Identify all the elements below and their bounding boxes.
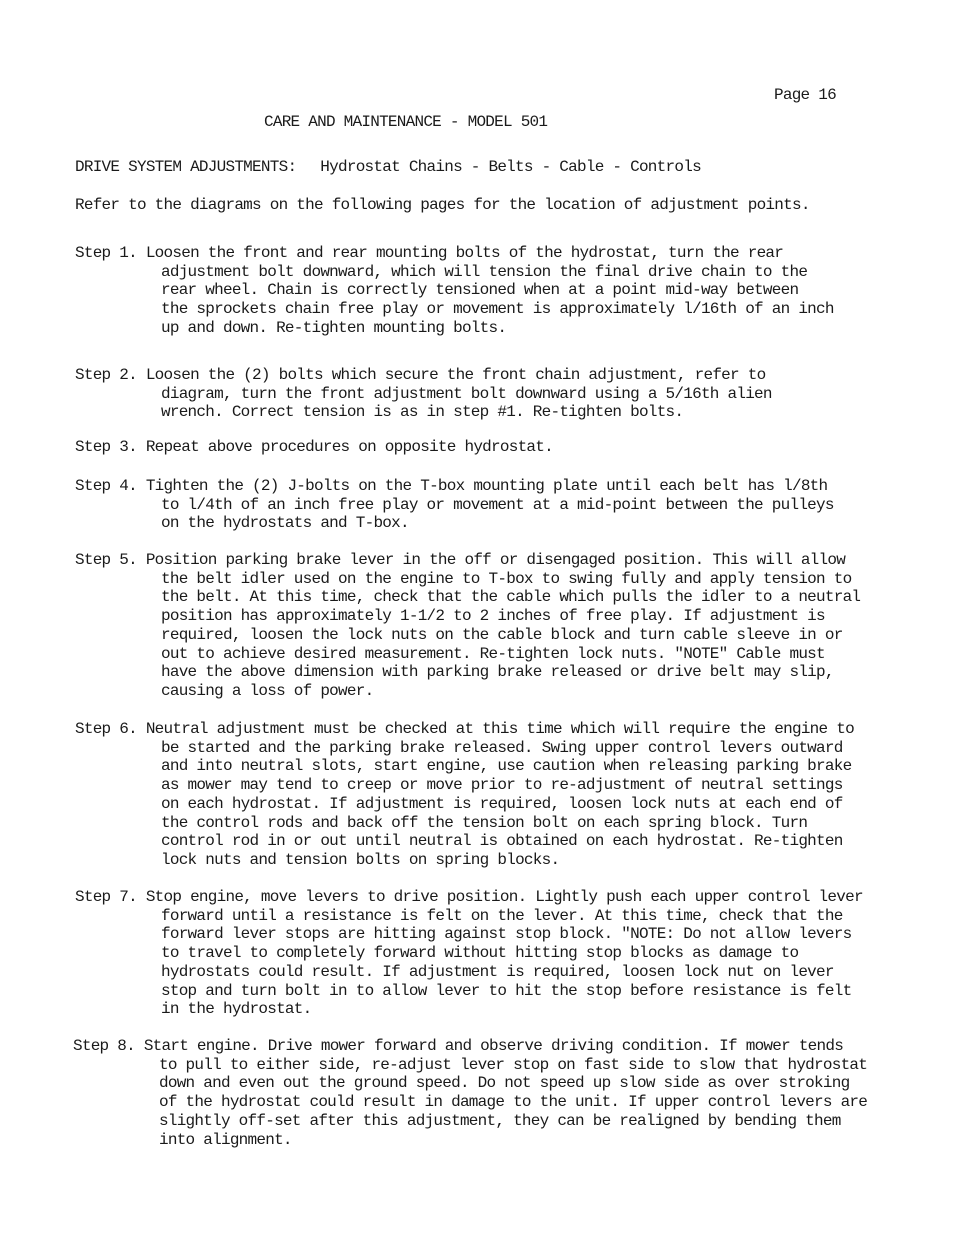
step-line: adjustment bolt downward, which will tension the final drive chain to the xyxy=(161,262,808,281)
step-line: and into neutral slots, start engine, use caution when releasing parking brake xyxy=(161,757,852,776)
step-line: on each hydrostat. If adjustment is required, loosen lock nuts at each end of xyxy=(161,794,843,813)
step-line: the control rods and back off the tension bolt on each spring block. Turn xyxy=(161,813,808,832)
step-line: control rod in or out until neutral is obtained on each hydrostat. Re-tighten xyxy=(161,832,843,851)
step-line: wrench. Correct tension is as in step #1. Re-tighten bolts. xyxy=(161,403,684,422)
step-line: diagram, turn the front adjustment bolt downward using a 5/16th alien xyxy=(161,384,772,403)
step-8 xyxy=(73,1037,933,1149)
step-line: the belt idler used on the engine to T-box to swing fully and apply tension to xyxy=(161,569,852,588)
step-line: slightly off-set after this adjustment, they can be realigned by bending them xyxy=(159,1111,841,1130)
step-3 xyxy=(75,438,935,457)
step-2 xyxy=(75,366,935,422)
step-line: the belt. At this time, check that the cable which pulls the idler to a neutral xyxy=(161,588,861,607)
step-7 xyxy=(75,888,935,1019)
step-line: of the hydrostat could result in damage to the unit. If upper control levers are xyxy=(159,1093,868,1112)
step-line: Step 1. Loosen the front and rear mounting bolts of the hydrostat, turn the rear xyxy=(75,244,784,262)
section-topics: Hydrostat Chains - Belts - Cable - Controls xyxy=(320,158,701,176)
step-line: rear wheel. Chain is correctly tensioned when at a point mid-way between xyxy=(161,281,799,300)
step-6 xyxy=(75,720,935,870)
step-line: Step 6. Neutral adjustment must be checked at this time which will require the engine to xyxy=(75,720,854,738)
step-line: stop and turn bolt in to allow lever to hit the stop before resistance is felt xyxy=(161,981,852,1000)
step-line: on the hydrostats and T-box. xyxy=(161,514,409,533)
section-heading-label: DRIVE SYSTEM ADJUSTMENTS: xyxy=(75,158,297,176)
intro-paragraph: Refer to the diagrams on the following pages for the location of adjustment points. xyxy=(75,196,810,214)
page-number: Page 16 xyxy=(774,86,836,104)
step-5 xyxy=(75,551,935,701)
step-line: Step 4. Tighten the (2) J-bolts on the T-box mounting plate until each belt has l/8th xyxy=(75,477,828,495)
step-line: as mower may tend to creep or move prior to re-adjustment of neutral settings xyxy=(161,776,843,795)
step-line: to travel to completely forward without hitting stop blocks as damage to xyxy=(161,944,799,963)
step-line: Step 7. Stop engine, move levers to drive position. Lightly push each upper control lever xyxy=(75,888,863,906)
section-heading xyxy=(75,158,701,176)
step-line: have the above dimension with parking brake released or drive belt may slip, xyxy=(161,663,834,682)
step-line: to l/4th of an inch free play or movement at a mid-point between the pulleys xyxy=(161,495,834,514)
step-line: into alignment. xyxy=(159,1130,292,1149)
step-line: hydrostats could result. If adjustment is required, loosen lock nut on lever xyxy=(161,962,834,981)
step-line: lock nuts and tension bolts on spring blocks. xyxy=(161,850,560,869)
step-line: to pull to either side, re-adjust lever stop on fast side to slow that hydrostat xyxy=(159,1055,868,1074)
step-line: forward until a resistance is felt on the lever. At this time, check that the xyxy=(161,906,843,925)
step-line: Step 2. Loosen the (2) bolts which secure the front chain adjustment, refer to xyxy=(75,366,766,384)
step-line: causing a loss of power. xyxy=(161,681,374,700)
step-line: Step 3. Repeat above procedures on opposite hydrostat. xyxy=(75,438,553,456)
step-line: out to achieve desired measurement. Re-tighten lock nuts. "NOTE" Cable must xyxy=(161,644,825,663)
step-4 xyxy=(75,477,935,533)
step-line: be started and the parking brake released. Swing upper control levers outward xyxy=(161,738,843,757)
step-line: the sprockets chain free play or movement is approximately l/16th of an inch xyxy=(161,300,834,319)
step-line: down and even out the ground speed. Do not speed up slow side as over stroking xyxy=(159,1074,850,1093)
step-line: Step 8. Start engine. Drive mower forward and observe driving condition. If mower tends xyxy=(73,1037,844,1055)
step-1 xyxy=(75,244,935,338)
step-line: required, loosen the lock nuts on the cable block and turn cable sleeve in or xyxy=(161,625,843,644)
step-line: position has approximately 1-1/2 to 2 inches of free play. If adjustment is xyxy=(161,607,825,626)
step-line: up and down. Re-tighten mounting bolts. xyxy=(161,318,507,337)
step-line: forward lever stops are hitting against stop block. "NOTE: Do not allow levers xyxy=(161,925,852,944)
step-line: in the hydrostat. xyxy=(161,1000,312,1019)
step-line: Step 5. Position parking brake lever in the off or disengaged position. This will allow xyxy=(75,551,846,569)
document-title: CARE AND MAINTENANCE - MODEL 501 xyxy=(264,113,548,131)
